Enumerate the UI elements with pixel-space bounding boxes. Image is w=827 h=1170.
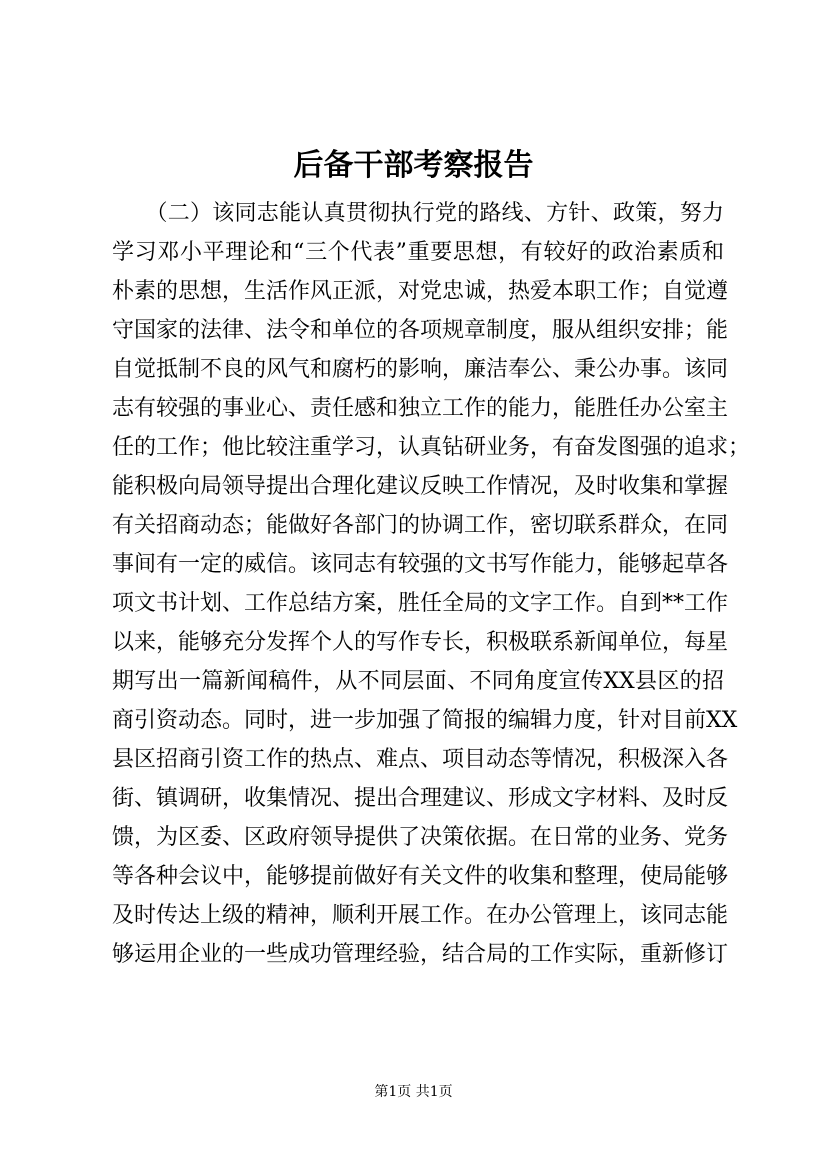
body-line: 自觉抵制不良的风气和腐朽的影响，廉洁奉公、秉公办事。该同 <box>112 357 729 382</box>
body-line: 县区招商引资工作的热点、难点、项目动态等情况，积极深入各 <box>112 747 729 772</box>
document-body <box>112 194 751 974</box>
body-line: 商引资动态。同时，进一步加强了简报的编辑力度，针对目前XX <box>112 708 738 733</box>
body-line: 馈，为区委、区政府领导提供了决策依据。在日常的业务、党务 <box>112 825 729 850</box>
body-line: 守国家的法律、法令和单位的各项规章制度，服从组织安排；能 <box>112 318 729 343</box>
document-title: 后备干部考察报告 <box>293 148 534 183</box>
body-line: 有关招商动态；能做好各部门的协调工作，密切联系群众，在同 <box>112 513 729 538</box>
body-line: 够运用企业的一些成功管理经验，结合局的工作实际，重新修订 <box>112 942 729 967</box>
body-line: 街、镇调研，收集情况、提出合理建议、形成文字材料、及时反 <box>112 786 729 811</box>
body-line: 项文书计划、工作总结方案，胜任全局的文字工作。自到**工作 <box>112 591 729 616</box>
body-line: （二）该同志能认真贯彻执行党的路线、方针、政策，努力 <box>112 201 724 226</box>
body-line: 朴素的思想，生活作风正派，对党忠诚，热爱本职工作；自觉遵 <box>112 279 729 304</box>
body-line: 等各种会议中，能够提前做好有关文件的收集和整理，使局能够 <box>112 864 729 889</box>
body-line: 志有较强的事业心、责任感和独立工作的能力，能胜任办公室主 <box>112 396 729 421</box>
body-line: 任的工作；他比较注重学习，认真钻研业务，有奋发图强的追求； <box>112 435 751 460</box>
body-line: 学习邓小平理论和“三个代表”重要思想，有较好的政治素质和 <box>112 240 724 265</box>
body-line: 事间有一定的威信。该同志有较强的文书写作能力，能够起草各 <box>112 552 729 577</box>
body-line: 能积极向局领导提出合理化建议反映工作情况，及时收集和掌握 <box>112 474 729 499</box>
body-line: 期写出一篇新闻稿件，从不同层面、不同角度宣传XX县区的招 <box>112 669 724 694</box>
page-footer: 第1页 共1页 <box>374 1084 453 1100</box>
body-line: 及时传达上级的精神，顺利开展工作。在办公管理上，该同志能 <box>112 903 729 928</box>
body-line: 以来，能够充分发挥个人的写作专长，积极联系新闻单位，每星 <box>112 630 729 655</box>
